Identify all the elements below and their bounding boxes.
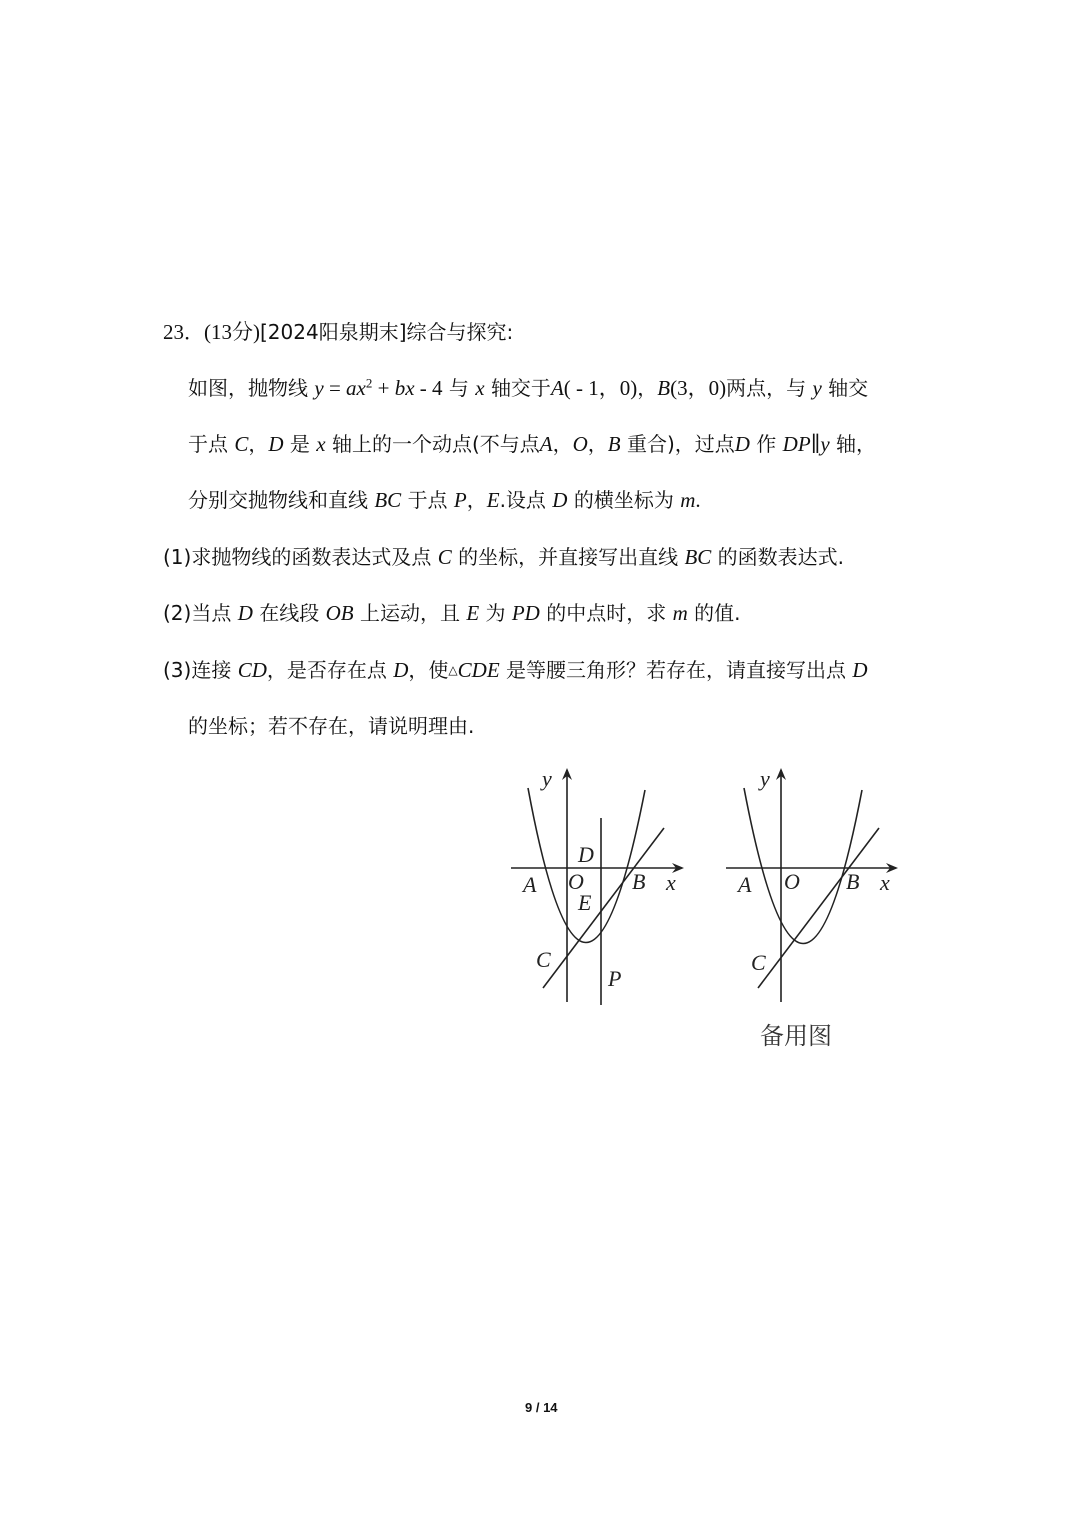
label-a: A	[523, 872, 537, 897]
question-text: 的坐标，并直接写出直线	[458, 545, 679, 569]
label-b: B	[846, 869, 860, 894]
math-var: B	[657, 376, 671, 400]
problem-number: 23	[163, 320, 184, 344]
stem-text: 作	[756, 432, 777, 456]
stem-text: ，	[637, 376, 658, 400]
question-text: 在线段	[259, 601, 320, 625]
label-c: C	[751, 950, 766, 975]
math-var: PD	[511, 601, 540, 625]
math-var: C	[234, 432, 249, 456]
question-1	[163, 543, 844, 571]
problem-heading: 综合与探究:	[406, 320, 514, 344]
stem-text: 与	[448, 376, 469, 400]
figure-backup-caption: 备用图	[760, 1024, 832, 1050]
question-text: (2)当点	[163, 601, 232, 625]
stem-text: 两点，与	[726, 376, 807, 400]
stem-line-3	[188, 486, 701, 514]
stem-text: 轴上的一个动点(不与点	[331, 432, 540, 456]
question-text: 是等腰三角形？若存在，请直接写出点	[506, 658, 847, 682]
math-var: D	[552, 488, 568, 512]
question-text: 的值.	[694, 601, 741, 625]
label-c: C	[536, 947, 551, 972]
parabola-curve	[744, 788, 862, 944]
math-var: m	[680, 488, 696, 512]
label-e: E	[578, 890, 592, 915]
math-var: x	[316, 432, 326, 456]
stem-text: 轴交于	[490, 376, 551, 400]
math-var: A	[550, 376, 564, 400]
stem-line-1	[188, 374, 868, 402]
math-var: CD	[237, 658, 267, 682]
page-total: 14	[543, 1400, 558, 1415]
stem-text: .	[695, 488, 701, 512]
stem-text: 是	[289, 432, 310, 456]
problem-source: [2024阳泉期末]	[260, 320, 407, 344]
question-text: 上运动，且	[359, 601, 460, 625]
label-x: x	[880, 870, 890, 895]
math-op: =	[323, 376, 347, 400]
stem-line-2	[188, 430, 876, 458]
label-o: O	[568, 869, 584, 894]
question-text: 的中点时，求	[546, 601, 667, 625]
math-op: +	[372, 376, 395, 400]
math-var: CDE	[457, 658, 500, 682]
question-text: 的坐标；若不存在，请说明理由.	[188, 714, 475, 738]
triangle-symbol: △	[448, 663, 458, 677]
stem-text: 分别交抛物线和直线	[188, 488, 368, 512]
math-var: BC	[374, 488, 402, 512]
stem-text: 于点	[407, 488, 448, 512]
math-var: y	[820, 432, 830, 456]
math-var: A	[539, 432, 553, 456]
line-bc	[543, 828, 664, 988]
math-exponent: 2	[365, 375, 373, 391]
question-text: ，是否存在点	[266, 658, 387, 682]
coordinate: (3，0)	[670, 376, 727, 400]
math-var: D	[852, 658, 868, 682]
math-var: D	[393, 658, 409, 682]
math-var: E	[466, 601, 480, 625]
stem-text: 于点	[188, 432, 228, 456]
label-p: P	[608, 966, 622, 991]
math-var: x	[475, 376, 485, 400]
math-var: BC	[684, 545, 712, 569]
math-var: ax	[346, 376, 366, 400]
question-text: 为	[485, 601, 506, 625]
stem-text: ，	[466, 488, 487, 512]
problem-score: (13分)	[204, 320, 260, 344]
page-current: 9	[525, 1400, 533, 1415]
math-var: OB	[325, 601, 354, 625]
question-text: (1)求抛物线的函数表达式及点	[163, 545, 432, 569]
stem-text: 重合)，过点	[626, 432, 735, 456]
label-b: B	[632, 869, 646, 894]
question-text: 的函数表达式.	[717, 545, 844, 569]
label-x: x	[666, 870, 676, 895]
page-number	[525, 1400, 558, 1415]
question-text: (3)连接	[163, 658, 232, 682]
math-var: bx	[394, 376, 415, 400]
math-var: y	[314, 376, 324, 400]
stem-text: 轴交	[828, 376, 869, 400]
label-o: O	[784, 869, 800, 894]
label-d: D	[578, 842, 594, 867]
figure-main	[505, 760, 695, 1010]
math-var: D	[237, 601, 253, 625]
math-var: P	[453, 488, 467, 512]
math-var: m	[672, 601, 688, 625]
line-bc	[758, 828, 879, 988]
stem-text: ，	[248, 432, 269, 456]
stem-text: 如图，抛物线	[188, 376, 308, 400]
question-2	[163, 599, 740, 627]
math-var: y	[812, 376, 822, 400]
stem-text: .设点	[499, 488, 546, 512]
math-var: D	[734, 432, 750, 456]
question-text: ，使	[408, 658, 449, 682]
math-var: O	[572, 432, 588, 456]
coordinate: ( - 1，0)	[563, 376, 638, 400]
stem-text: 轴，	[836, 432, 877, 456]
parallel-symbol: ∥	[810, 432, 821, 456]
stem-text: ，	[587, 432, 608, 456]
math-var: D	[268, 432, 284, 456]
label-y: y	[760, 766, 770, 791]
question-3	[163, 656, 868, 684]
stem-text: 的横坐标为	[573, 488, 674, 512]
math-op: - 4	[414, 376, 443, 400]
page-separator: /	[532, 1400, 544, 1415]
math-var: DP	[782, 432, 811, 456]
math-var: B	[607, 432, 621, 456]
question-3-line-2	[188, 712, 474, 740]
math-var: E	[486, 488, 500, 512]
problem-header: 23．(13分)[2024阳泉期末]综合与探究:	[163, 320, 514, 344]
math-var: C	[437, 545, 452, 569]
label-a: A	[738, 872, 752, 897]
stem-text: ，	[552, 432, 573, 456]
label-y: y	[542, 766, 552, 791]
figure-backup	[720, 760, 900, 1010]
